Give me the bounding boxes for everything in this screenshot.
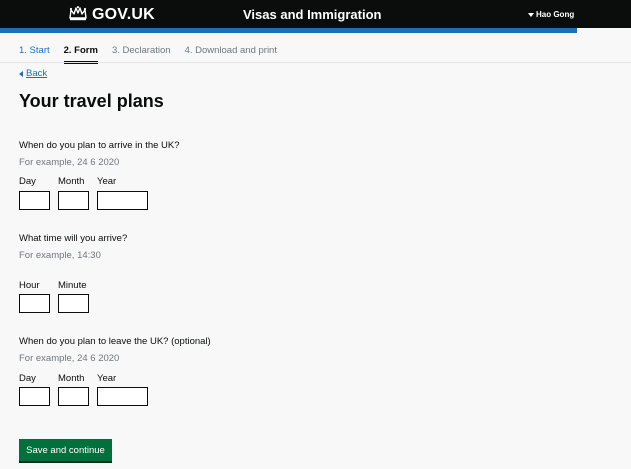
arrival-year-input[interactable] <box>97 191 148 210</box>
step-start[interactable]: 1. Start <box>19 45 50 56</box>
crown-icon <box>68 5 88 26</box>
departure-month-input[interactable] <box>58 387 89 406</box>
back-link[interactable] <box>19 68 47 79</box>
arrival-year-label: Year <box>97 176 117 187</box>
arrival-date-question: When do you plan to arrive in the UK? <box>19 140 180 151</box>
arrival-hour-input[interactable] <box>19 294 50 313</box>
arrival-time-question: What time will you arrive? <box>19 233 128 244</box>
arrival-time-hint: For example, 14:30 <box>19 250 101 261</box>
step-declaration: 3. Declaration <box>111 45 171 56</box>
departure-month-label: Month <box>58 373 85 384</box>
header-blue-stripe <box>0 28 577 33</box>
govuk-logo-link[interactable] <box>68 5 155 25</box>
page-title: Your travel plans <box>19 91 164 111</box>
arrival-date-hint: For example, 24 6 2020 <box>19 157 120 168</box>
step-navigation-divider <box>0 62 631 63</box>
departure-year-input[interactable] <box>97 387 148 406</box>
arrival-day-input[interactable] <box>19 191 50 210</box>
departure-date-hint: For example, 24 6 2020 <box>19 353 120 364</box>
departure-year-label: Year <box>97 373 117 384</box>
arrival-day-label: Day <box>19 176 36 187</box>
triangle-left-icon <box>19 71 23 77</box>
arrival-hour-label: Hour <box>19 280 40 291</box>
user-menu[interactable] <box>528 10 574 19</box>
arrival-minute-label: Minute <box>58 280 87 291</box>
departure-date-question: When do you plan to leave the UK? (optional) <box>19 336 211 347</box>
step-download-and-print: 4. Download and print <box>184 45 277 56</box>
service-name-link[interactable]: Visas and Immigration <box>243 7 382 22</box>
arrival-month-input[interactable] <box>58 191 89 210</box>
back-link-label: Back <box>26 68 48 79</box>
departure-day-input[interactable] <box>19 387 50 406</box>
user-name: Hao Gong <box>536 10 575 19</box>
arrival-minute-input[interactable] <box>58 294 89 313</box>
caret-down-icon <box>528 13 534 17</box>
logo-text: GOV.UK <box>92 6 155 23</box>
arrival-month-label: Month <box>58 176 85 187</box>
step-form: 2. Form <box>64 45 98 64</box>
save-and-continue-button[interactable]: Save and continue <box>19 439 112 461</box>
header-bar <box>0 0 631 28</box>
departure-day-label: Day <box>19 373 36 384</box>
